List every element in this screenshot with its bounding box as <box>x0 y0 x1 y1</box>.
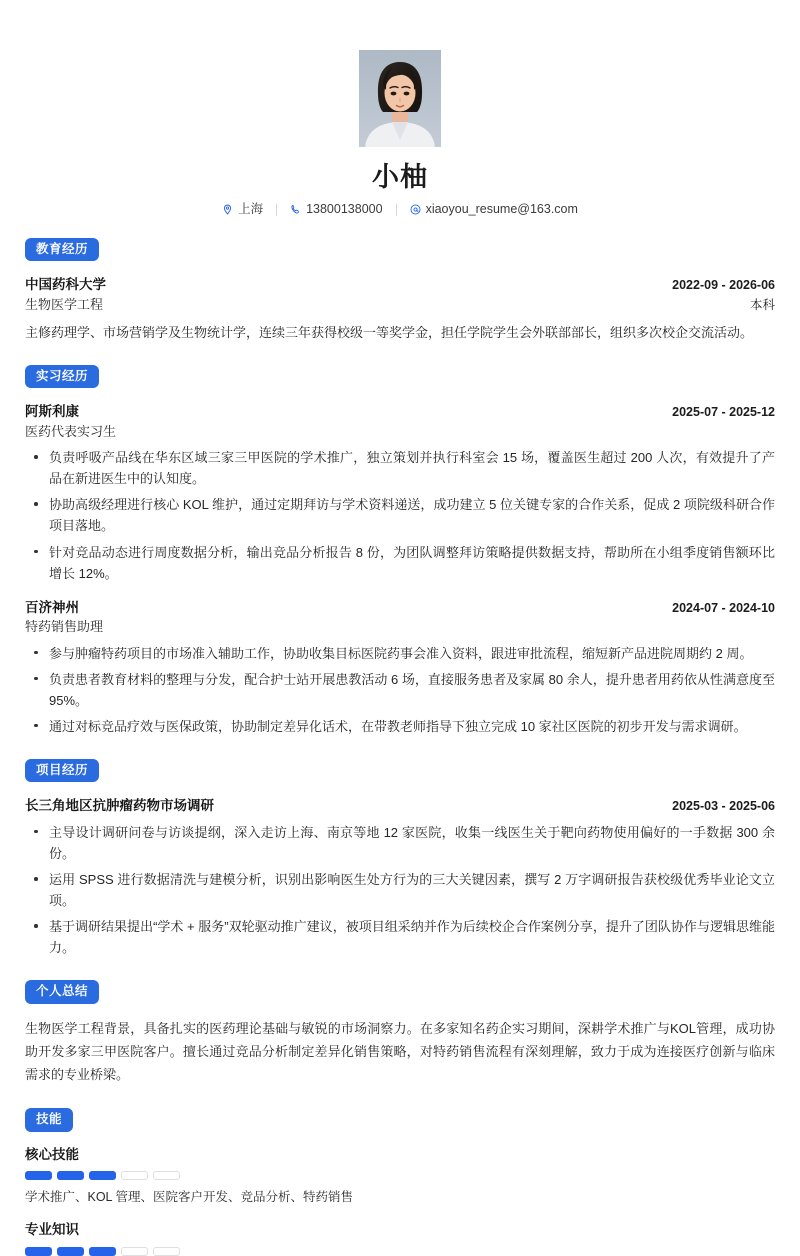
project-bullets <box>25 822 775 958</box>
section-internship <box>25 365 775 737</box>
education-date: 2022-09 - 2026-06 <box>672 278 775 293</box>
section-education <box>25 238 775 343</box>
project-date: 2025-03 - 2025-06 <box>672 799 775 814</box>
internship-company: 百济神州 <box>25 599 79 615</box>
list-item: 针对竞品动态进行周度数据分析，输出竞品分析报告 8 份，为团队调整拜访策略提供数据支持，帮助所在小组季度销售额环比增长 12%。 <box>25 542 775 584</box>
contact-list <box>25 203 775 216</box>
resume-header <box>25 0 775 216</box>
section-badge-education: 教育经历 <box>25 238 99 262</box>
rating-segment-filled <box>25 1247 52 1256</box>
section-summary <box>25 980 775 1086</box>
list-item: 基于调研结果提出“学术 + 服务”双轮驱动推广建议，被项目组采纳并作为后续校企合作案例分享，提升了团队协作与逻辑思维能力。 <box>25 916 775 958</box>
internship-date: 2024-07 - 2024-10 <box>672 600 775 615</box>
contact-item-location <box>209 203 276 216</box>
education-entry <box>25 275 775 342</box>
contact-item-email <box>397 203 591 216</box>
education-major: 生物医学工程 <box>25 296 104 312</box>
project-title: 长三角地区抗肿瘤药物市场调研 <box>25 798 214 814</box>
rating-segment-filled <box>89 1171 116 1180</box>
rating-segment-empty <box>121 1247 148 1256</box>
list-item: 主导设计调研问卷与访谈提纲，深入走访上海、南京等地 12 家医院，收集一线医生关于靶向药物使用偏好的一手数据 300 余份。 <box>25 822 775 864</box>
education-degree: 本科 <box>749 297 775 312</box>
list-item: 通过对标竞品疗效与医保政策，协助制定差异化话术，在带教老师指导下独立完成 10 家社区医院的初步开发与需求调研。 <box>25 716 775 737</box>
rating-segment-filled <box>57 1247 84 1256</box>
list-item: 负责呼吸产品线在华东区域三家三甲医院的学术推广，独立策划并执行科室会 15 场，覆盖医生超过 200 人次，有效提升了产品在新进医生中的认知度。 <box>25 447 775 489</box>
portrait-photo <box>359 50 441 147</box>
section-badge-skills: 技能 <box>25 1108 73 1132</box>
skill-rating <box>25 1247 775 1256</box>
section-skills <box>25 1108 775 1256</box>
rating-segment-filled <box>25 1171 52 1180</box>
rating-segment-empty <box>153 1171 180 1180</box>
list-item: 运用 SPSS 进行数据清洗与建模分析，识别出影响医生处方行为的三大关键因素，撰写 2 万字调研报告获校级优秀毕业论文立项。 <box>25 869 775 911</box>
rating-segment-empty <box>121 1171 148 1180</box>
rating-segment-filled <box>57 1171 84 1180</box>
section-project <box>25 759 775 958</box>
section-badge-project: 项目经历 <box>25 759 99 783</box>
section-badge-summary: 个人总结 <box>25 980 99 1004</box>
internship-company: 阿斯利康 <box>25 404 79 420</box>
internship-entry <box>25 598 775 737</box>
location-pin-icon <box>222 204 233 215</box>
skill-rating <box>25 1171 775 1180</box>
internship-title: 特药销售助理 <box>25 619 104 635</box>
contact-value-email: xiaoyou_resume@163.com <box>425 202 578 217</box>
skill-name: 核心技能 <box>25 1146 79 1162</box>
list-item: 参与肿瘤特药项目的市场准入辅助工作，协助收集目标医院药事会准入资料，跟进审批流程，缩短新产品进院周期约 2 周。 <box>25 643 775 664</box>
list-item: 协助高级经理进行核心 KOL 维护，通过定期拜访与学术资料递送，成功建立 5 位关键专家的合作关系，促成 2 项院级科研合作项目落地。 <box>25 494 775 536</box>
rating-segment-empty <box>153 1247 180 1256</box>
summary-text: 生物医学工程背景，具备扎实的医药理论基础与敏锐的市场洞察力。在多家知名药企实习期间，深耕学术推广与KOL管理，成功协助开发多家三甲医院客户。擅长通过竞品分析制定差异化销售策略，对特药销售流程有深刻理解，致力于成为连接医疗创新与临床需求的专业桥梁。 <box>25 1020 775 1082</box>
internship-bullets <box>25 643 775 737</box>
internship-bullets <box>25 447 775 583</box>
internship-entry <box>25 402 775 583</box>
skill-detail: 学术推广、KOL 管理、医院客户开发、竞品分析、特药销售 <box>25 1190 354 1205</box>
contact-value-phone: 13800138000 <box>306 202 383 217</box>
skill-name: 专业知识 <box>25 1222 79 1238</box>
phone-icon <box>290 204 301 215</box>
internship-title: 医药代表实习生 <box>25 423 117 439</box>
email-at-icon <box>410 204 421 215</box>
section-badge-internship: 实习经历 <box>25 365 99 389</box>
project-entry <box>25 796 775 958</box>
education-school: 中国药科大学 <box>25 277 106 293</box>
skill-block <box>25 1146 775 1208</box>
contact-item-phone <box>277 203 395 216</box>
rating-segment-filled <box>89 1247 116 1256</box>
internship-date: 2025-07 - 2025-12 <box>672 405 775 420</box>
list-item: 负责患者教育材料的整理与分发，配合护士站开展患教活动 6 场，直接服务患者及家属 80 余人，提升患者用药依从性满意度至 95%。 <box>25 669 775 711</box>
candidate-name: 小柚 <box>372 162 428 192</box>
contact-value-location: 上海 <box>238 202 264 217</box>
skill-block <box>25 1221 775 1256</box>
education-description: 主修药理学、市场营销学及生物统计学，连续三年获得校级一等奖学金，担任学院学生会外联部部长，组织多次校企交流活动。 <box>25 324 754 340</box>
